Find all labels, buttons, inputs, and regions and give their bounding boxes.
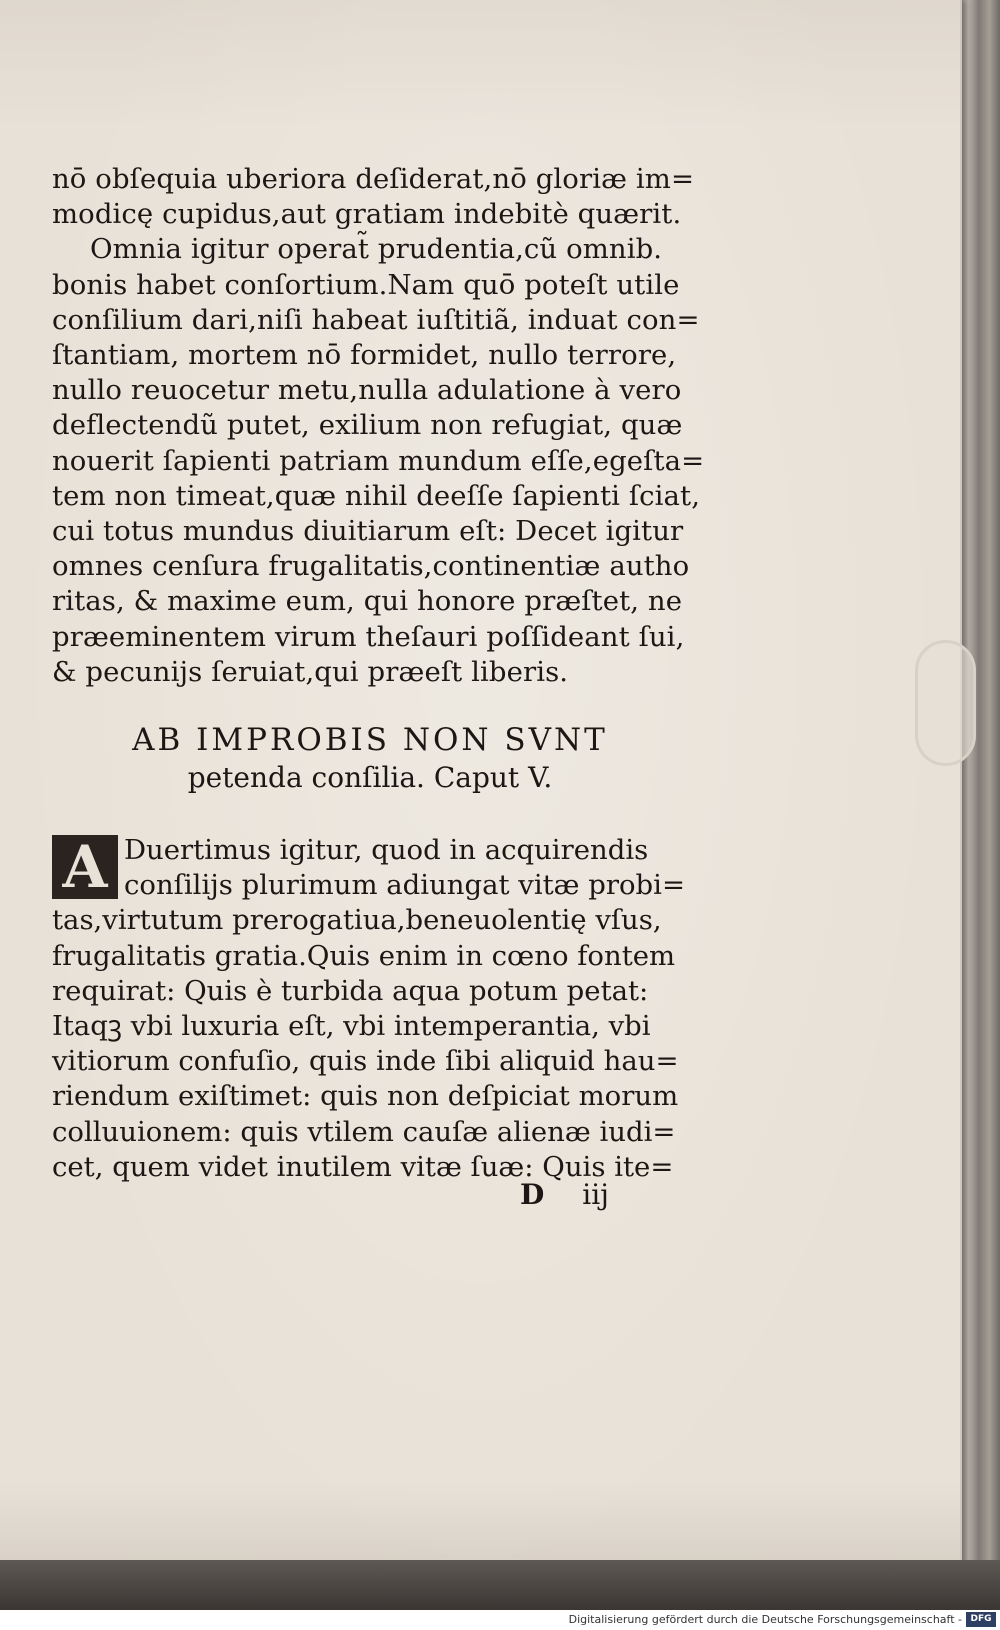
text-line: omnes cenſura frugalitatis,continentiæ autho <box>52 550 690 583</box>
text-line: deflectendũ putet, exilium non refugiat, quæ <box>52 409 683 442</box>
text-line: tas,virtutum prerogatiua,beneuolentię vſus, <box>52 904 662 937</box>
text-line: frugalitatis gratia.Quis enim in cœno fontem <box>52 939 676 972</box>
chapter-heading-line-1: AB IMPROBIS NON SVNT <box>132 722 608 758</box>
signature-mark <box>520 1178 609 1211</box>
text-line: nō obſequia uberiora deſiderat,nō gloriæ im= <box>52 163 695 195</box>
text-line: Duertimus igitur, quod in acquirendis <box>124 834 649 866</box>
chapter-heading-line-2: petenda conſilia. Caput V. <box>187 761 553 794</box>
text-line: nouerit ſapienti patriam mundum eſſe,egeſta= <box>52 444 705 477</box>
text-line: cet, quem videt inutilem vitæ ſuæ: Quis ite= <box>52 1150 674 1183</box>
scan-bottom-shadow <box>0 1560 1000 1610</box>
text-line: & pecunijs ſeruiat,qui præeſt liberis. <box>52 655 569 688</box>
signature-letter: D <box>520 1178 545 1211</box>
page-clip-tab <box>915 640 976 766</box>
text-line: Omnia igitur operat̃ prudentia,cũ omnib. <box>90 233 663 266</box>
text-line: bonis habet conſortium.Nam quō poteſt utile <box>52 268 680 301</box>
text-line: præeminentem virum theſauri poſſideant ſui, <box>52 620 685 653</box>
text-line: ritas, & maxime eum, qui honore præſtet, ne <box>52 585 683 618</box>
footer-credit: Digitalisierung gefördert durch die Deutsche Forschungsgemeinschaft - <box>568 1613 962 1626</box>
decorated-initial: A <box>52 835 118 899</box>
text-line: tem non timeat,quæ nihil deeſſe ſapienti ſciat, <box>52 479 701 512</box>
dfg-logo: DFG <box>966 1612 996 1627</box>
chapter-heading <box>60 720 680 796</box>
text-line: requirat: Quis è turbida aqua potum petat: <box>52 974 649 1007</box>
text-line: cui totus mundus diuitiarum eſt: Decet igitur <box>52 515 684 548</box>
text-line: vitiorum confuſio, quis inde ſibi aliquid hau= <box>52 1045 679 1078</box>
digitization-footer <box>0 1610 1000 1630</box>
paragraph-1 <box>52 162 705 690</box>
text-line: conſilium dari,niſi habeat iuſtitiã, induat con= <box>52 303 700 336</box>
text-line: riendum exiſtimet: quis non deſpiciat morum <box>52 1080 679 1113</box>
text-line: modicę cupidus,aut gratiam indebitè quærit. <box>52 198 682 231</box>
text-line: nullo reuocetur metu,nulla adulatione à vero <box>52 374 682 407</box>
text-line: ſtantiam, mortem nō formidet, nullo terrore, <box>52 339 677 372</box>
paragraph-2 <box>52 833 692 1185</box>
text-line: Itaqꝫ vbi luxuria eſt, vbi intemperantia, vbi <box>52 1010 651 1043</box>
text-line: conſilijs plurimum adiungat vitæ probi= <box>124 869 685 902</box>
signature-number: iij <box>582 1178 609 1211</box>
text-line: colluuionem: quis vtilem cauſæ alienæ iudi= <box>52 1115 676 1148</box>
